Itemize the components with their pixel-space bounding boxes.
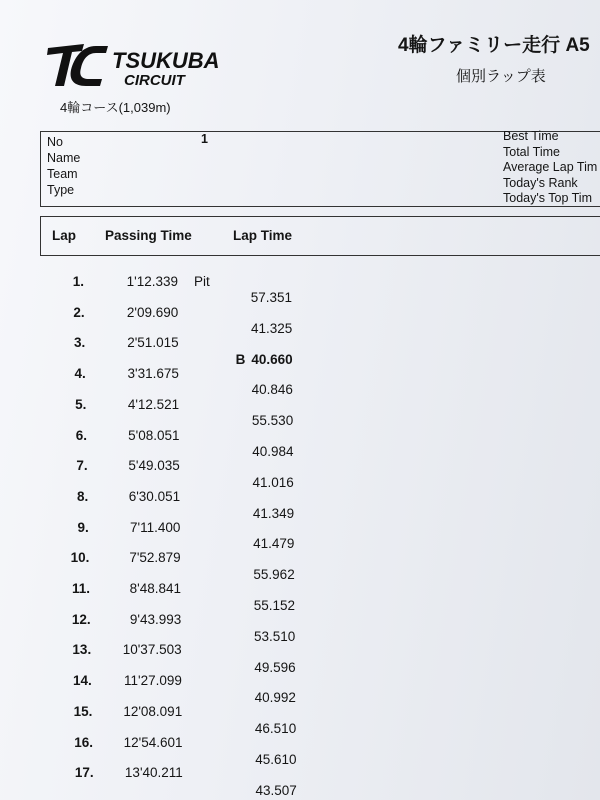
lap-time: 40.984 xyxy=(252,444,294,459)
logo-text-tsukuba: TSUKUBA xyxy=(112,48,220,73)
driver-info-labels xyxy=(47,134,80,198)
passing-time: 8'48.841 xyxy=(129,581,181,596)
lap-time: 46.510 xyxy=(254,721,297,737)
driver-info-box xyxy=(40,131,600,207)
course-name: 4輪コース(1,039m) xyxy=(60,100,171,115)
lap-number: 6. xyxy=(75,427,87,443)
lap-number: 15. xyxy=(73,703,93,719)
label-team: Team xyxy=(47,167,78,181)
logo-text-circuit: CIRCUIT xyxy=(124,72,185,89)
lap-number: 14. xyxy=(73,673,92,689)
label-total-time: Total Time xyxy=(503,144,560,159)
label-todays-top-time: Today's Top Tim xyxy=(503,191,593,205)
lap-time: 55.962 xyxy=(253,567,295,583)
label-type: Type xyxy=(47,183,75,197)
passing-time: 2'09.690 xyxy=(126,304,179,320)
passing-time: 2'51.015 xyxy=(127,335,179,351)
header-lap: Lap xyxy=(52,228,77,243)
lap-time: 43.507 xyxy=(255,782,297,798)
lap-time: 57.351 xyxy=(250,290,292,305)
lap-number: 7. xyxy=(76,458,88,474)
label-average-lap-time: Average Lap Tim xyxy=(503,160,598,174)
best-lap-time xyxy=(236,352,293,367)
lap-time: 41.016 xyxy=(252,474,294,490)
lap-time: 40.846 xyxy=(251,382,293,398)
tc-mark-icon xyxy=(47,44,108,86)
lap-time: 55.152 xyxy=(253,598,295,613)
lap-number: 5. xyxy=(75,396,87,412)
summary-labels xyxy=(503,129,597,207)
label-no: No xyxy=(47,135,63,149)
tsukuba-circuit-logo xyxy=(44,38,264,90)
passing-time: 11'27.099 xyxy=(124,673,182,689)
passing-time: 3'31.675 xyxy=(127,366,179,382)
passing-time: 7'11.400 xyxy=(130,519,181,535)
lap-number: 1. xyxy=(72,274,84,289)
lap-number: 2. xyxy=(73,304,85,320)
header-passing-time: Passing Time xyxy=(105,228,192,243)
passing-time: 9'43.993 xyxy=(129,611,182,627)
passing-time: 1'12.339 xyxy=(126,274,178,289)
passing-time: 5'49.035 xyxy=(128,458,180,474)
lap-time: 53.510 xyxy=(254,628,296,644)
car-number: 1 xyxy=(201,132,208,146)
lap-number: 8. xyxy=(76,488,89,504)
lap-time: 41.349 xyxy=(252,505,295,521)
lap-number: 17. xyxy=(74,765,94,781)
best-lap-marker: B xyxy=(235,351,246,367)
passing-time: 5'08.051 xyxy=(128,427,180,443)
passing-time: 4'12.521 xyxy=(127,396,180,412)
lap-time: 40.992 xyxy=(254,690,296,706)
lap-number: 12. xyxy=(71,611,91,627)
header-lap-time: Lap Time xyxy=(233,228,293,243)
lap-number: 16. xyxy=(74,734,93,750)
event-title: 4輪ファミリー走行 A5 xyxy=(398,35,590,56)
lap-time: 41.325 xyxy=(251,320,293,336)
sheet-type: 個別ラップ表 xyxy=(456,68,546,85)
best-lap-value: 40.660 xyxy=(251,351,293,367)
passing-time: 12'08.091 xyxy=(123,703,183,719)
label-name: Name xyxy=(47,151,81,165)
lap-time: 49.596 xyxy=(254,659,296,675)
lap-number: 11. xyxy=(71,581,90,596)
lap-time: 55.530 xyxy=(251,413,294,429)
lap-time: 45.610 xyxy=(255,752,297,767)
passing-time: 12'54.601 xyxy=(123,734,183,750)
label-best-time: Best Time xyxy=(503,129,559,143)
pit-flag: Pit xyxy=(194,274,210,289)
lap-table-header xyxy=(40,216,600,256)
passing-time: 13'40.211 xyxy=(124,765,183,781)
lap-time: 41.479 xyxy=(253,536,295,552)
lap-number: 13. xyxy=(72,642,92,658)
lap-number: 9. xyxy=(77,519,89,535)
label-todays-rank: Today's Rank xyxy=(503,175,578,190)
passing-time: 7'52.879 xyxy=(129,550,181,566)
lap-number: 4. xyxy=(74,366,86,382)
passing-time: 10'37.503 xyxy=(122,642,182,658)
lap-number: 3. xyxy=(73,335,86,351)
passing-time: 6'30.051 xyxy=(128,488,181,504)
lap-number: 10. xyxy=(70,550,90,566)
